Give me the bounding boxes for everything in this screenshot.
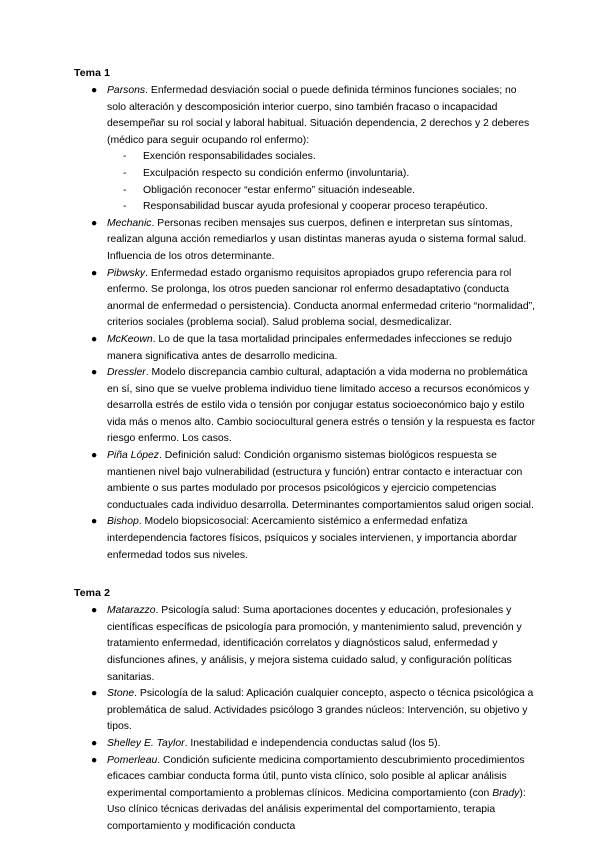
section (74, 586, 536, 835)
section-heading: Tema 2 (74, 587, 111, 600)
bullet-list (74, 83, 536, 564)
item-paragraph (107, 514, 536, 564)
author-term: Piña López (107, 450, 159, 462)
author-term: Pomerleau (107, 754, 158, 766)
list-item (74, 753, 536, 836)
author-term: Mechanic (107, 217, 152, 229)
author-term: McKeown (107, 333, 153, 345)
item-paragraph (107, 266, 536, 332)
sub-list (107, 149, 536, 215)
item-body-text: . Personas reciben mensajes sus cuerpos, definen e interpretan sus síntomas, realizan alguna acción remediarlos y usan distintas maneras ayuda o sistema formal salud. Influencia de los otros determinante. (107, 217, 527, 262)
sub-item-text: Responsabilidad buscar ayuda profesional y cooperar proceso terapéutico. (143, 201, 488, 213)
bullet-marker-icon: ● (91, 754, 98, 766)
item-paragraph (107, 332, 536, 365)
item-body-text: . Modelo biopsicosocial: Acercamiento sistémico a enfermedad enfatiza interdependencia factores físicos, psíquicos y sociales intervienen, y importancia abordar enfermedad todos sus niveles. (107, 516, 518, 561)
list-item (74, 603, 536, 686)
bullet-marker-icon: ● (91, 267, 98, 279)
list-item (74, 736, 536, 753)
list-item (74, 365, 536, 448)
dash-marker-icon: - (123, 167, 127, 179)
sub-list-item (107, 166, 536, 183)
item-body-text: . Lo de que la tasa mortalidad principales enfermedades infecciones se redujo manera significativa antes de desarrollo medicina. (107, 333, 512, 362)
bullet-marker-icon: ● (91, 450, 98, 462)
item-paragraph (107, 365, 536, 448)
bullet-list (74, 603, 536, 835)
author-term: Shelley E. Taylor (107, 737, 185, 749)
item-body-text: . Psicología de la salud: Aplicación cualquier concepto, aspecto o técnica psicológica a problemática de salud. Actividades psicólogo 3 grandes núcleos: Intervención, su objetivo y tipos. (107, 688, 534, 733)
bullet-marker-icon: ● (91, 333, 98, 345)
bullet-marker-icon: ● (91, 737, 98, 749)
list-item (74, 448, 536, 514)
item-body-text: . Modelo discrepancia cambio cultural, adaptación a vida moderna no problemática en sí, sino que se vuelve problema individuo tiene limitado acceso a recursos económicos y desarrolla estrés de estilo vida o tensión por conjugar estatus socioeconómico bajo y estilo vida más o menos alto. Cambio sociocultural genera estrés o tensión y la respuesta es factor riesgo enfermo. Los casos. (107, 367, 535, 445)
item-body-text-continued: ): Uso clínico técnicas derivadas del análisis experimental del comportamiento, terapia comportamiento y modificación conducta (107, 787, 526, 832)
author-term: Stone (107, 688, 135, 700)
list-item (74, 514, 536, 564)
dash-marker-icon: - (123, 201, 127, 213)
list-item (74, 266, 536, 332)
dash-marker-icon: - (123, 184, 127, 196)
sub-list-item (107, 149, 536, 166)
item-paragraph (107, 736, 536, 753)
list-item (74, 686, 536, 736)
sub-list-item (107, 199, 536, 216)
sub-item-text: Obligación reconocer “estar enfermo” situación indeseable. (143, 184, 416, 196)
section-heading: Tema 1 (74, 67, 111, 79)
item-paragraph (107, 216, 536, 266)
inline-author-term: Brady (492, 787, 520, 799)
bullet-marker-icon: ● (91, 605, 98, 617)
item-paragraph (107, 448, 536, 514)
bullet-marker-icon: ● (91, 367, 98, 379)
item-body-text: . Psicología salud: Suma aportaciones docentes y educación, profesionales y científicas específicas de psicología para promoción, y mantenimiento salud, prevención y tratamiento enfermedad, identificación correlatos y diagnósticos salud, enfermedad y disfunciones afines, y análisis, y mejora sistema cuidado salud, y configuración políticas sanitarias. (107, 605, 522, 683)
item-body-text: . Enfermedad estado organismo requisitos apropiados grupo referencia para rol enfermo. Se prolonga, los otros pueden sancionar rol enfermo desadaptativo (conducta anormal de enfermedad o persistencia). Conducta anormal enfermedad criterio “normalidad”, criterios sociales (problema social). Salud problema social, desmedicalizar. (107, 267, 535, 329)
section (74, 66, 536, 564)
item-paragraph (107, 686, 536, 736)
item-paragraph (107, 83, 536, 149)
item-paragraph (107, 753, 536, 836)
item-body-text: . Condición suficiente medicina comportamiento descubrimiento procedimientos eficaces cambiar conducta forma útil, punto vista clínico, solo posible al aplicar análisis experimental comportamiento a problemas clínicos. Medicina comportamiento (con (107, 754, 525, 799)
item-body-text: . Enfermedad desviación social o puede definida términos funciones sociales; no solo alteración y descomposición interior cuerpo, sino también fracaso o incapacidad desempeñar su rol social y laboral habitual. Situación dependencia, 2 derechos y 2 deberes (médico para seguir ocupando rol enfermo): (107, 85, 530, 146)
list-item (74, 332, 536, 365)
bullet-marker-icon: ● (91, 516, 98, 528)
author-term: Pibwsky (107, 267, 146, 279)
sub-list-item (107, 183, 536, 200)
sub-item-text: Exención responsabilidades sociales. (143, 151, 316, 163)
dash-marker-icon: - (123, 151, 127, 163)
sub-item-text: Exculpación respecto su condición enfermo (involuntaria). (143, 167, 410, 179)
sections-container (74, 66, 536, 836)
bullet-marker-icon: ● (91, 85, 98, 96)
author-term: Bishop (107, 516, 139, 528)
bullet-marker-icon: ● (91, 688, 98, 700)
author-term: Matarazzo (107, 605, 156, 617)
author-term: Dressler (107, 367, 146, 379)
item-paragraph (107, 603, 536, 686)
item-body-text: . Definición salud: Condición organismo sistemas biológicos respuesta se mantienen nivel bajo vulnerabilidad (estructura y función) entrar contacto e interactuar con ambiente o sus partes modulado por procesos psicológicos y ejercicio competencias conductuales cada individuo desarrolla. Determinantes comportamientos salud origen social. (107, 450, 534, 511)
author-term: Parsons (107, 85, 146, 96)
list-item (74, 83, 536, 216)
item-body-text: . Inestabilidad e independencia conductas salud (los 5). (184, 737, 441, 749)
bullet-marker-icon: ● (91, 217, 98, 229)
list-item (74, 216, 536, 266)
